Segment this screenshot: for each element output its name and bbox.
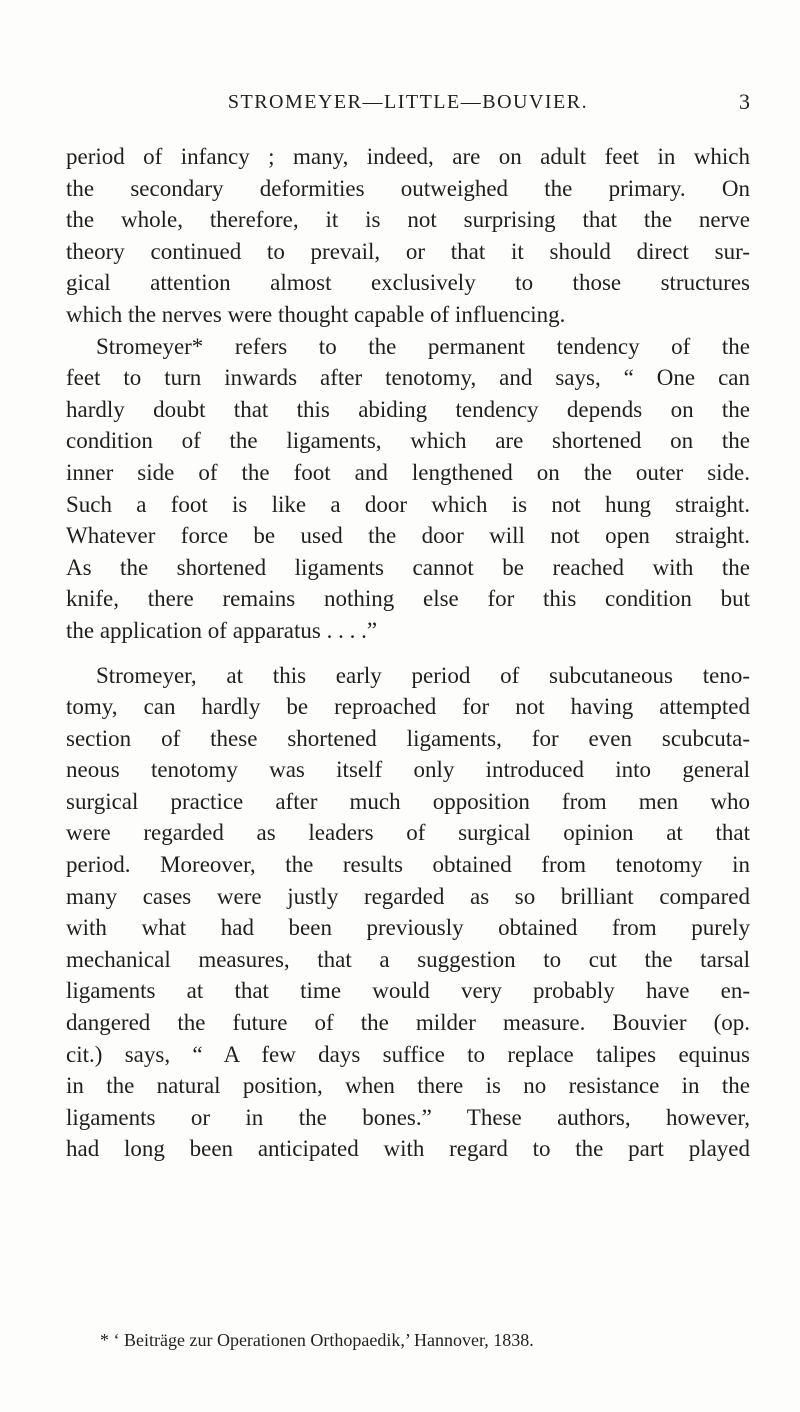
text-line: mechanical measures, that a suggestion to cut the tarsal bbox=[66, 946, 750, 972]
text-line: cit.) says, “ A few days suffice to replace talipes equinus bbox=[66, 1041, 750, 1067]
paragraph bbox=[66, 141, 750, 331]
text-line: theory continued to prevail, or that it should direct sur- bbox=[66, 238, 750, 264]
paragraph bbox=[66, 660, 750, 1166]
page-number: 3 bbox=[739, 89, 750, 114]
text-line: hardly doubt that this abiding tendency depends on the bbox=[66, 396, 750, 422]
text-line: period. Moreover, the results obtained from tenotomy in bbox=[66, 852, 750, 878]
text-line: which the nerves were thought capable of influencing. bbox=[66, 301, 566, 327]
text-line: in the natural position, when there is no resistance in the bbox=[66, 1073, 750, 1099]
paragraph bbox=[66, 331, 750, 647]
text-line: Such a foot is like a door which is not hung straight. bbox=[66, 491, 750, 517]
text-line: Stromeyer, at this early period of subcutaneous teno- bbox=[96, 662, 750, 688]
text-line: ligaments or in the bones.” These authors, however, bbox=[66, 1104, 750, 1130]
text-line: the secondary deformities outweighed the primary. On bbox=[66, 175, 750, 201]
text-line: gical attention almost exclusively to those structures bbox=[66, 270, 750, 296]
body-text bbox=[66, 141, 750, 1165]
text-line: ligaments at that time would very probably have en- bbox=[66, 978, 750, 1004]
text-line: Stromeyer* refers to the permanent tendency of the bbox=[96, 333, 750, 359]
text-line: with what had been previously obtained from purely bbox=[66, 915, 750, 941]
text-line: section of these shortened ligaments, for even scubcuta- bbox=[66, 725, 750, 751]
text-line: period of infancy ; many, indeed, are on adult feet in which bbox=[66, 144, 750, 169]
text-line: had long been anticipated with regard to the part played bbox=[66, 1136, 750, 1162]
text-line: the application of apparatus . . . .” bbox=[66, 617, 378, 643]
text-line: tomy, can hardly be reproached for not having attempted bbox=[66, 694, 750, 720]
running-head bbox=[66, 91, 750, 119]
text-line: neous tenotomy was itself only introduced into general bbox=[66, 757, 750, 783]
running-title: STROMEYER—LITTLE—BOUVIER. bbox=[227, 91, 589, 113]
paragraph-gap bbox=[66, 647, 750, 660]
text-line: feet to turn inwards after tenotomy, and says, “ One can bbox=[66, 365, 750, 391]
text-line: Whatever force be used the door will not open straight. bbox=[66, 523, 750, 549]
text-line: many cases were justly regarded as so brilliant compared bbox=[66, 883, 750, 909]
text-line: knife, there remains nothing else for this condition but bbox=[66, 586, 750, 612]
text-line: were regarded as leaders of surgical opinion at that bbox=[66, 820, 750, 846]
text-line: inner side of the foot and lengthened on the outer side. bbox=[66, 459, 750, 485]
text-line: As the shortened ligaments cannot be reached with the bbox=[66, 554, 750, 580]
text-line: condition of the ligaments, which are shortened on the bbox=[66, 428, 750, 454]
text-line: surgical practice after much opposition from men who bbox=[66, 788, 750, 814]
text-line: the whole, therefore, it is not surprising that the nerve bbox=[66, 207, 750, 233]
text-line: dangered the future of the milder measure. Bouvier (op. bbox=[66, 1010, 750, 1036]
footnote: * ‘ Beiträge zur Operationen Orthopaedik,’ Hannover, 1838. bbox=[100, 1330, 534, 1350]
